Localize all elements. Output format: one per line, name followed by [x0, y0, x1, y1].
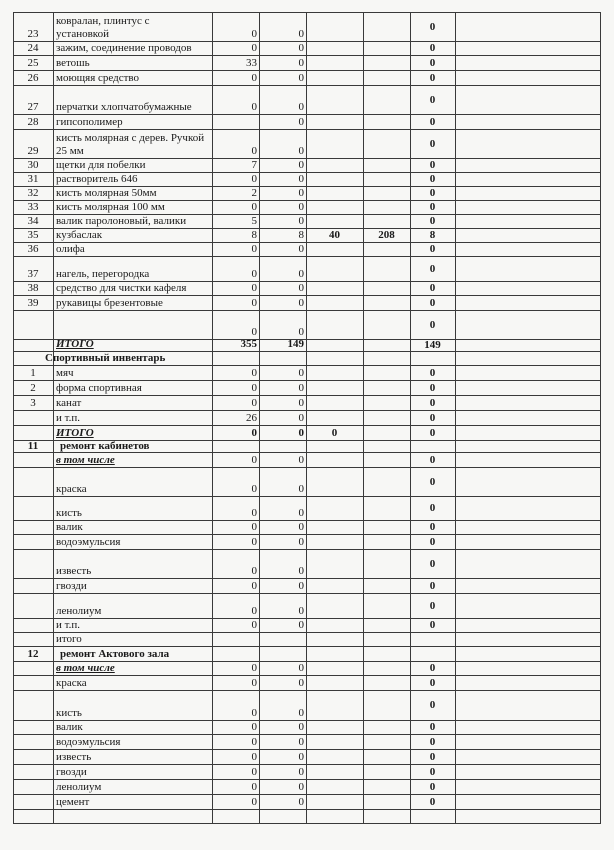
item-name: растворитель 646 [56, 173, 138, 185]
value-f: 0 [429, 297, 436, 309]
value-f: 0 [429, 159, 436, 171]
value-f: 0 [429, 781, 436, 793]
value-b: 0 [298, 565, 304, 577]
item-name: гипсополимер [56, 116, 123, 128]
item-name: валик [56, 721, 83, 733]
value-b: 0 [298, 707, 304, 719]
value-f: 0 [429, 558, 436, 570]
value-b: 149 [287, 338, 304, 350]
value-b: 0 [298, 187, 304, 199]
value-f: 0 [429, 94, 436, 106]
row-number: 25 [27, 57, 39, 69]
value-a: 7 [251, 159, 257, 171]
value-a: 0 [251, 101, 257, 113]
value-a: 355 [240, 338, 257, 350]
value-b: 0 [298, 367, 304, 379]
value-b: 0 [298, 145, 304, 157]
value-a: 5 [251, 215, 257, 227]
grid-line [53, 12, 54, 824]
item-name: олифа [56, 243, 85, 255]
value-b: 0 [298, 605, 304, 617]
item-name: кисть молярная с дерев. Ручкой [56, 132, 205, 144]
value-f: 0 [429, 677, 436, 689]
item-name: 25 мм [56, 145, 84, 157]
value-b: 0 [298, 397, 304, 409]
value-f: 0 [429, 796, 436, 808]
row-number: 39 [27, 297, 39, 309]
value-a: 0 [251, 707, 257, 719]
value-c: 0 [331, 427, 338, 439]
section-title: Спортивный инвентарь [45, 352, 166, 364]
value-f: 0 [429, 721, 436, 733]
row-number: 34 [27, 215, 39, 227]
item-name: итого [56, 633, 82, 645]
item-name: установкой [56, 28, 109, 40]
item-name: и т.п. [56, 619, 81, 631]
item-name: перчатки хлопчатобумажные [56, 101, 192, 113]
value-f: 149 [424, 339, 441, 351]
grid-line [13, 12, 14, 824]
row-number: 3 [30, 397, 36, 409]
row-number: 24 [27, 42, 39, 54]
item-name: щетки для побелки [56, 159, 146, 171]
value-f: 0 [429, 454, 436, 466]
value-b: 0 [298, 159, 304, 171]
value-f: 0 [429, 751, 436, 763]
value-a: 0 [251, 297, 257, 309]
value-a: 0 [251, 454, 257, 466]
item-name: кисть молярная 50мм [56, 187, 157, 199]
value-f: 0 [429, 536, 436, 548]
value-b: 0 [298, 507, 304, 519]
value-a: 0 [251, 382, 257, 394]
value-b: 0 [298, 796, 304, 808]
value-f: 0 [429, 21, 436, 33]
value-b: 0 [298, 454, 304, 466]
item-name: кузбаслак [56, 229, 103, 241]
value-a: 0 [251, 42, 257, 54]
value-f: 0 [429, 57, 436, 69]
value-b: 0 [298, 766, 304, 778]
value-f: 0 [429, 201, 436, 213]
value-f: 0 [429, 580, 436, 592]
value-f: 0 [429, 619, 436, 631]
value-a: 0 [251, 397, 257, 409]
value-b: 0 [298, 116, 304, 128]
value-a: 0 [251, 619, 257, 631]
item-name: и т.п. [56, 412, 81, 424]
section-title: ремонт кабинетов [60, 440, 150, 452]
row-number: 11 [27, 440, 39, 452]
item-name: валик [56, 521, 83, 533]
item-name: гвозди [56, 580, 87, 592]
grid-line [455, 12, 456, 824]
value-b: 0 [298, 282, 304, 294]
value-a: 0 [251, 677, 257, 689]
section-title: ремонт Актового зала [60, 648, 170, 660]
value-a: 33 [246, 57, 257, 69]
row-number: 38 [27, 282, 39, 294]
value-f: 0 [429, 282, 436, 294]
row-number: 30 [27, 159, 39, 171]
subtotal-label: в том числе [56, 454, 115, 466]
value-f: 0 [429, 699, 436, 711]
value-a: 26 [246, 412, 257, 424]
value-f: 0 [429, 502, 436, 514]
value-f: 0 [429, 215, 436, 227]
value-a: 8 [251, 229, 257, 241]
item-name: моющяя средство [56, 72, 140, 84]
item-name: цемент [56, 796, 90, 808]
value-b: 0 [298, 297, 304, 309]
item-name: кисть [56, 707, 82, 719]
value-f: 0 [429, 319, 436, 331]
row-number: 37 [27, 268, 39, 280]
value-f: 0 [429, 476, 436, 488]
row-number: 23 [27, 28, 39, 40]
row-number: 29 [27, 145, 39, 157]
value-a: 0 [251, 605, 257, 617]
item-name: ленолиум [56, 781, 102, 793]
value-c: 40 [329, 229, 340, 241]
value-f: 0 [429, 42, 436, 54]
value-a: 0 [251, 796, 257, 808]
value-b: 0 [298, 215, 304, 227]
value-b: 0 [298, 427, 304, 439]
item-name: водоэмульсия [56, 736, 121, 748]
value-f: 0 [429, 736, 436, 748]
value-b: 0 [298, 677, 304, 689]
value-a: 0 [251, 201, 257, 213]
value-b: 0 [298, 580, 304, 592]
value-f: 8 [429, 229, 436, 241]
grid-line [363, 12, 364, 824]
item-name: форма спортивная [56, 382, 142, 394]
row-number: 1 [30, 367, 36, 379]
value-b: 0 [298, 326, 304, 338]
value-f: 0 [429, 187, 436, 199]
item-name: средство для чистки кафеля [56, 282, 187, 294]
value-b: 0 [298, 101, 304, 113]
value-b: 0 [298, 619, 304, 631]
value-b: 0 [298, 268, 304, 280]
value-f: 0 [429, 382, 436, 394]
value-b: 0 [298, 662, 304, 674]
value-a: 0 [251, 427, 257, 439]
value-a: 0 [251, 483, 257, 495]
value-a: 0 [251, 367, 257, 379]
item-name: кисть [56, 507, 82, 519]
row-number: 31 [27, 173, 39, 185]
value-b: 8 [298, 229, 304, 241]
item-name: гвозди [56, 766, 87, 778]
value-b: 0 [298, 536, 304, 548]
item-name: мяч [56, 367, 74, 379]
row-number: 27 [27, 101, 39, 113]
value-a: 0 [251, 781, 257, 793]
item-name: краска [56, 483, 87, 495]
item-name: кисть молярная 100 мм [56, 201, 165, 213]
value-b: 0 [298, 736, 304, 748]
item-name: ленолиум [56, 605, 102, 617]
value-a: 0 [251, 282, 257, 294]
item-name: канат [56, 397, 82, 409]
total-label: ИТОГО [56, 427, 94, 439]
value-a: 0 [251, 243, 257, 255]
value-b: 0 [298, 781, 304, 793]
value-b: 0 [298, 721, 304, 733]
item-name: ковралан, плинтус с [56, 15, 150, 27]
value-a: 0 [251, 766, 257, 778]
total-label: ИТОГО [56, 338, 94, 350]
value-b: 0 [298, 72, 304, 84]
item-name: нагель, перегородка [56, 268, 150, 280]
value-a: 0 [251, 173, 257, 185]
value-f: 0 [429, 367, 436, 379]
value-b: 0 [298, 483, 304, 495]
item-name: валик паролоновый, валики [56, 215, 187, 227]
value-f: 0 [429, 662, 436, 674]
row-number: 35 [27, 229, 39, 241]
value-f: 0 [429, 427, 436, 439]
value-b: 0 [298, 521, 304, 533]
value-a: 0 [251, 580, 257, 592]
value-b: 0 [298, 42, 304, 54]
row-number: 12 [27, 648, 39, 660]
row-number: 33 [27, 201, 39, 213]
value-f: 0 [429, 263, 436, 275]
value-a: 0 [251, 326, 257, 338]
row-number: 28 [27, 116, 39, 128]
row-number: 36 [27, 243, 39, 255]
value-a: 0 [251, 751, 257, 763]
item-name: ветошь [56, 57, 90, 69]
value-f: 0 [429, 766, 436, 778]
item-name: известь [56, 565, 92, 577]
item-name: зажим, соединение проводов [56, 42, 192, 54]
value-a: 0 [251, 145, 257, 157]
value-a: 0 [251, 721, 257, 733]
grid-line [600, 12, 601, 824]
value-a: 0 [251, 72, 257, 84]
value-f: 0 [429, 173, 436, 185]
value-f: 0 [429, 600, 436, 612]
value-a: 2 [251, 187, 257, 199]
value-b: 0 [298, 201, 304, 213]
value-f: 0 [429, 72, 436, 84]
value-f: 0 [429, 243, 436, 255]
item-name: рукавицы брезентовые [56, 297, 163, 309]
value-d: 208 [378, 229, 395, 241]
value-a: 0 [251, 507, 257, 519]
value-f: 0 [429, 412, 436, 424]
value-a: 0 [251, 536, 257, 548]
value-b: 0 [298, 243, 304, 255]
value-a: 0 [251, 521, 257, 533]
value-a: 0 [251, 662, 257, 674]
value-f: 0 [429, 521, 436, 533]
value-b: 0 [298, 57, 304, 69]
value-f: 0 [429, 138, 436, 150]
value-a: 0 [251, 268, 257, 280]
item-name: известь [56, 751, 92, 763]
row-number: 26 [27, 72, 39, 84]
row-number: 32 [27, 187, 39, 199]
value-b: 0 [298, 382, 304, 394]
item-name: краска [56, 677, 87, 689]
value-f: 0 [429, 116, 436, 128]
value-b: 0 [298, 173, 304, 185]
value-a: 0 [251, 565, 257, 577]
value-f: 0 [429, 397, 436, 409]
subtotal-label: в том числе [56, 662, 115, 674]
value-a: 0 [251, 736, 257, 748]
value-a: 0 [251, 28, 257, 40]
item-name: водоэмульсия [56, 536, 121, 548]
grid-line [306, 12, 307, 824]
row-number: 2 [30, 382, 36, 394]
value-b: 0 [298, 751, 304, 763]
value-b: 0 [298, 28, 304, 40]
value-b: 0 [298, 412, 304, 424]
